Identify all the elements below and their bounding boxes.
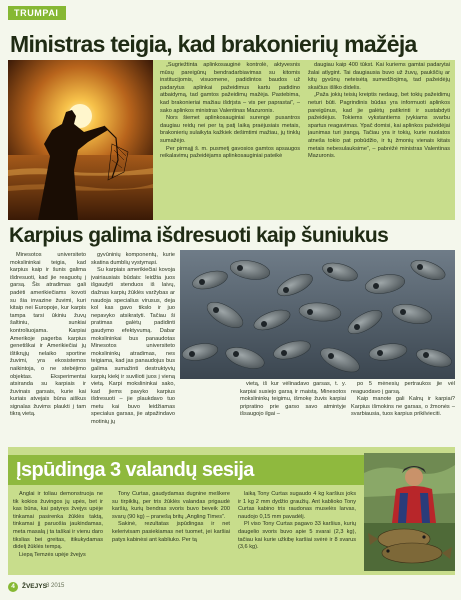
article3-paragraph: Sakinė, rezultatas įspūdingas ir net kelerivisam pasiekiamas net tuomet, jei karšiai patys kabinėsi ant kabliuko. Per tą [112, 521, 230, 543]
article2-column-2 [91, 252, 175, 444]
article1-paragraph: daugiau kaip 400 tūkst. Kai kuriems gamtai padarytai žalai atlygint. Tai daugiausia buvo už žuvų, paukščių ar kitų gyvūnų neteisėtą sumedžiojimą, tad pažeidėjų skaičius išliko didelis. [308, 62, 450, 91]
article2-paragraph: Su karpiais amerikiečiai kovoja įvairiausiais būdais: leidžia juos išgaudyti stenduos iš laivų, dažnas karpių žūklės varžybas ar naudoja specialius virusus, deja kol kas gavo tikslo ir juo nepavyko atsikratyti. Tačiau ši pratimas galėtų padidinti gaudymo efektyvumą. Dabar mokslininkai bus panaudotas Minesotos universiteto mokslininkų atradimas, nes teigiama, kad jas panaudojus bus galima sumažinti destruktyvių karpių kiekį ir suvilioti juos į vieną vietą. Karpi mokslininkai sako, kad jiems pavyko karpius išdresuoti – jie plaukdavo tuo metu kai buvo leidžiamas specialus garsas, jie atpažindavo motinių jų [91, 267, 175, 426]
article1-paragraph: Per pirmąjį š. m. pusmetį gavosios gamtos apsaugos reikalavimų pažeidėjams aplinkosauginiai pateikė [160, 145, 300, 160]
article3-paragraph: laiką Tony Curtas sugaudo 4 kg karšius joks ir 1 kg 2 mm dydžio graužių. Ant kablioko Tony Curtas kabino tris raudonas muselės larvas, naudojo 0,15 mm pavadėlį. [238, 491, 356, 520]
article2-column-3 [240, 381, 346, 441]
article2-paragraph: gyvūninių komponentų, kurie skatina dumblių vystymąsi. [91, 252, 175, 266]
article3-paragraph: Anglai ir toliau demonstruoja ne tik kokios žuvingos jų upės, bet ir kas būna, kai patyręs žvejys upėje tinkamai pasirenka žūklės taktą, tinkamai jį paruošia jaukindamas, meta masalą į ta taškai ir vienu daro tikslias bei greitas, itikukydamas didelį žūklės tempą. [13, 491, 103, 551]
fisherman-silhouette-image [8, 60, 153, 220]
article3-column-3 [238, 491, 356, 573]
carp-school-image [180, 250, 455, 379]
article3-paragraph: Liepą Temzės upėje žvejys [19, 551, 86, 558]
page-number: 4 [8, 582, 18, 592]
article1-column-2 [308, 62, 450, 218]
article1-panel [8, 60, 455, 220]
issue-label: 8 2015 [46, 583, 65, 589]
article3-column-1 [13, 491, 103, 573]
article2-paragraph: Minesotos universiteto mokslininkai teigia, kad karpius kaip ir šunis galima išdresuoti, kad jie reaguotų į garsą. Šis atradimas gali padėti amerikiečiams kovoti su šia invazine žuvimi, kuri kitaip nei Europoje, kur karpis tampa tarsi ūkiniu žuvų šaltiniu, sunkiai kontroliuojama. Karpiai Amerikoje pagerba karpius genetiškai ir Amerikiečiai jų ištikrųjų nelaiko sportine žuvimi, yra ekosistemos naikintoja, o ne stebėjimo objektas. Eksperimentai atsiranda su karpiais ir žuvinais garsais, kurie kai kuriais atvejais būna aiškus signalas žuvims plaukti į tam tikrą vietą. [10, 252, 86, 418]
magazine-brand: ŽVEJYS [22, 583, 47, 590]
article3-panel [8, 447, 455, 575]
article1-paragraph: Nors šiemet aplinkosauginiai surengė pusantros daugiau reidų nei per tą patį laiką praėjusiais metais, brakonierių sulaikyta kažkiek dešimtimi mažiau, jų tinklų sumažėjo. [160, 115, 300, 144]
article2-paragraph: vietą, iš kur vėlinadavo garsas, t. y. karpiai susiejo garsą ir maistą. Minesotos mokslininkų teigimu, išmokę žuvis karpiai pripratino prie garso savo atmintyje išsaugojo ilgai – [240, 381, 346, 418]
article2-column-4 [351, 381, 455, 441]
article3-column-2 [112, 491, 230, 573]
article1-paragraph: „Paža jokių teisių kreiptis nedaug, bet tokių pažeidimų neturi būti. Pagrindinis būdas yra informuoti aplinkos pareigūnus, kad jie galėtų patikrinti ir sustabdyti pažeidėjus. Tokiems vykstantiems įvykiams svarbu spartus reagavimas. Ypač domisi, kai aplinkos pažeidėjai jaunimas turi įrangą. Tačiau yra ir tokių, kurie nuolatos atneša tokio pat pobūdžio, ir tų žmonių vienais kitais metais nebesulauksime“, – pabrėžė ministras Valentinas Mazuronis. [308, 92, 450, 160]
article2-headline: Karpius galima išdresuoti kaip šuniukus [9, 224, 389, 247]
article3-paragraph: Tony Curtas, gaudydamas dugnine meškere su tirpiklių, per tris žūklės valandas prigaudė karšių, kurių bendras svoris buvo beveik 200 svarų (90 kg) – pranešą britų „Angling Times“. [112, 491, 230, 520]
article1-column-1 [160, 62, 300, 218]
angler-with-catch-photo [364, 453, 455, 571]
section-tag: TRUMPAI [8, 6, 66, 20]
angler-with-catch-image [364, 453, 455, 571]
article1-paragraph: „Sugriežtinta aplinkosauginė kontrolė, aktyvesnis mūsų pareigūnų bendradarbiavimas su kitomis institucijomis, visuomene, padidintos baudos už padarytus aplinkai pažeidimus kartu padidino atbaidymą, tad gamtos pažeidimų mažėja. Pastebima, kad brakonieriai mažiau išdrįsta – vis per paprastai“, – sako aplinkos ministras Valentinas Mazuronis. [160, 62, 300, 114]
carp-school-photo [180, 250, 455, 379]
article1-headline: Ministras teigia, kad brakonierių mažėja [10, 31, 417, 57]
article2-paragraph: Kaip manote gali Kalnų ir karpiai? Karpius išmokins ne garsas, o žmonės – svarbiausia, tuos karpius prikilvieciti. [351, 396, 455, 418]
article3-headline: Įspūdinga 3 valandų sesija [16, 459, 254, 481]
fisherman-silhouette-photo [8, 60, 153, 220]
article3-paragraph: Pl viso Tony Curtas pagavo 33 karšius, kurių daugelio svoris buvo apie 5 svarai (2,3 kg), tačiau kai kurie užkibę karšiai svėrė ir 8 svarus (3,6 kg). [238, 521, 356, 551]
page-footer [8, 582, 455, 594]
article2-column-1 [10, 252, 86, 444]
article2-paragraph: po 5 mėnesių pertraukos jie vėl reaguodavo į garsą. [351, 381, 455, 395]
